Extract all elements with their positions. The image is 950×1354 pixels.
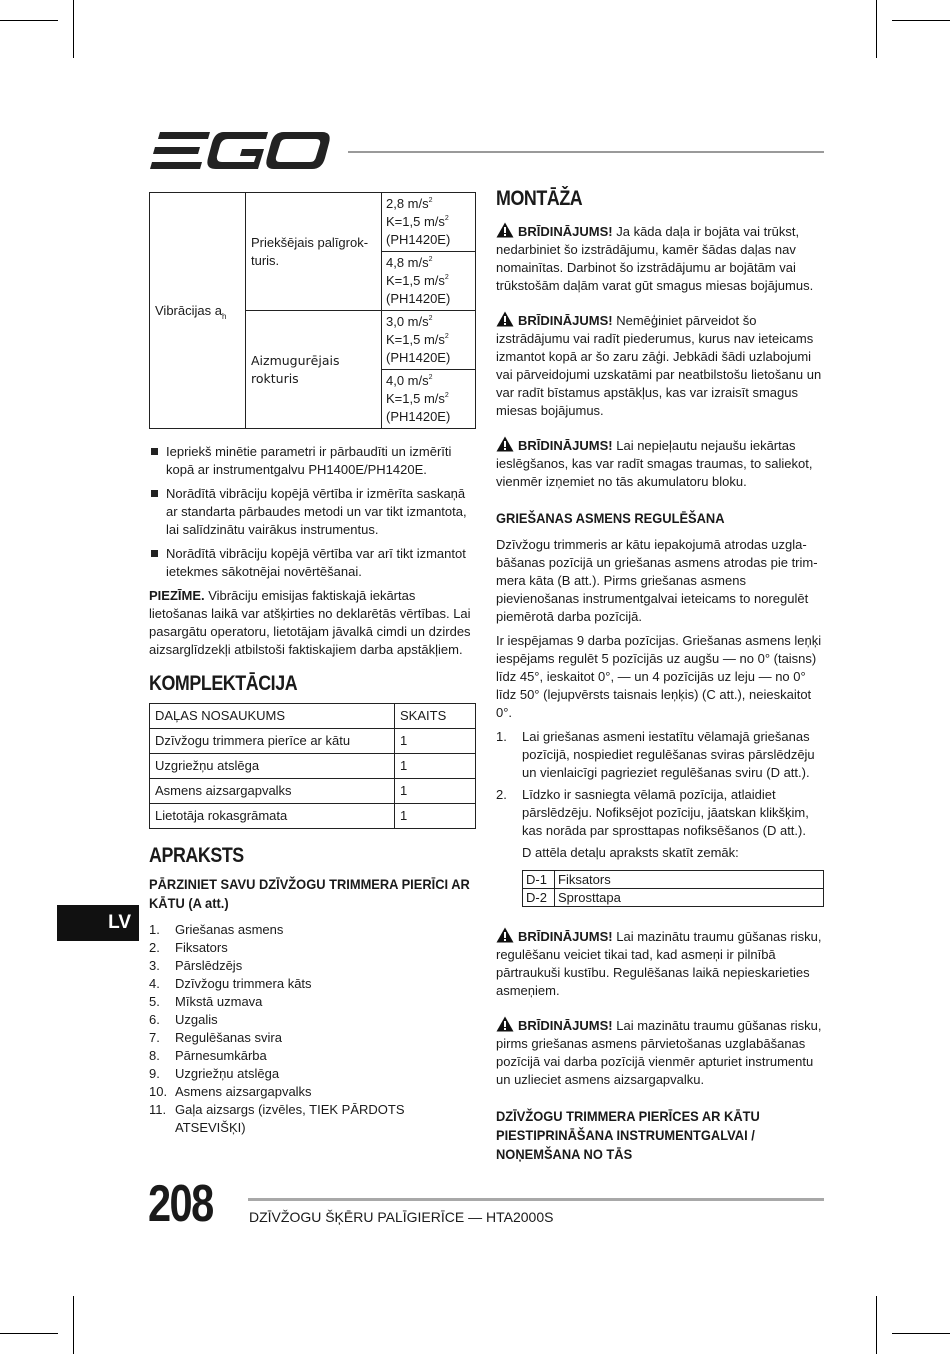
description-subtitle: PĀRZINIET SAVU DZĪVŽOGU TRIMMERA PIERĪCI AR KĀTU (A att.) [149, 876, 470, 911]
table-row [523, 871, 824, 889]
warning-paragraph: BRĪDINĀJUMS! Ja kāda daļa ir bojāta vai trūkst, nedarbiniet šo izstrādājumu, kamēr šādas daļas nav nomainītas. Darbinot šo izstrādājumu ar bojātām vai trūkstošām daļām varat gūt smagus miesas bojājumus. [496, 224, 814, 293]
list-item: 1. Lai griešanas asmeni iestatītu vēlamajā griešanas pozīcijā, nospiediet regulēšanas sviras pārslēdzēju un vienlaicīgi pagrieziet regulēšanas sviru (D att.). [496, 729, 815, 780]
crop-mark [0, 1333, 58, 1334]
rear-handle-label: Aizmugurējais rokturis [246, 311, 382, 429]
d-table [522, 870, 824, 907]
d-cell: D-2 [523, 889, 555, 907]
crop-mark [73, 1296, 74, 1354]
list-item: 7. Regulēšanas svira [149, 1030, 282, 1045]
bullet-list [149, 443, 476, 581]
ego-logo [150, 130, 332, 177]
bullet-item: Iepriekš minētie parametri ir pārbaudīti un izmērīti kopā ar instrumentgalvu PH1400E/PH1420E. [149, 443, 476, 479]
warning-icon [496, 311, 514, 327]
blade-adjust-title: GRIEŠANAS ASMENS REGULĒŠANA [496, 510, 725, 526]
d-cell: Sprosttapa [555, 889, 824, 907]
table-row [150, 804, 476, 829]
crop-mark [0, 20, 58, 21]
list-item: 10. Asmens aizsargapvalks [149, 1084, 312, 1099]
crop-mark [876, 1296, 877, 1354]
kit-cell: Uzgriežņu atslēga [150, 754, 395, 779]
parts-list [149, 921, 476, 1137]
list-item: 2. Līdzko ir sasniegta vēlamā pozīcija, atlaidiet pārslēdzēju. Nofiksējot pozīciju, jāatskan klikšķim, kas norāda par sprosttapas nofiksēšanos (D att.). [496, 787, 809, 838]
document-title: DZĪVŽOGU ŠĶĒRU PALĪGIERĪCE — HTA2000S [249, 1209, 554, 1225]
d-intro: D attēla detaļu apraksts skatīt zemāk: [522, 845, 739, 860]
table-row [150, 779, 476, 804]
table-row [150, 754, 476, 779]
list-item: 8. Pārnesumkārba [149, 1048, 267, 1063]
steps-list [496, 728, 824, 840]
crop-mark [892, 1333, 950, 1334]
vibration-value-cell: 4,0 $m/s^2$ K=1,5 $m/s^2$ (PH1420E) [382, 370, 476, 429]
blade-adjust-para: Dzīvžogu trimmeris ar kātu iepakojumā atrodas uzgla-bāšanas pozīcijā un griešanas asmens atrodas pie trim-mera kāta (B att.). Pirms griešanas asmens pievienošanas instrumentgalvai ieteicams to noregulēt piemērotā darba pozīcijā. [496, 537, 818, 624]
warning-icon [496, 1016, 514, 1032]
kit-cell: Asmens aizsargapvalks [150, 779, 395, 804]
list-item: 4. Dzīvžogu trimmera kāts [149, 976, 312, 991]
left-column [149, 192, 476, 1137]
warning-icon [496, 436, 514, 452]
assembly-title: MONTĀŽA [496, 187, 583, 210]
warning-icon [496, 927, 514, 943]
kit-cell: 1 [395, 729, 476, 754]
page-number: 208 [148, 1175, 213, 1233]
d-cell: D-1 [523, 871, 555, 889]
vibration-value-cell: 3,0 $m/s^2$ K=1,5 $m/s^2$ (PH1420E) [382, 311, 476, 370]
description-title: APRAKSTS [149, 844, 244, 867]
warning-paragraph: BRĪDINĀJUMS! Lai mazinātu traumu gūšanas risku, regulēšanu veiciet tikai tad, kad asmeņi ir pilnībā pārtraukuši kustību. Regulēšanas laikā nepieskarieties asmeņiem. [496, 929, 822, 998]
list-item: 9. Uzgriežņu atslēga [149, 1066, 280, 1081]
kit-cell: 1 [395, 779, 476, 804]
right-column [496, 187, 824, 1164]
list-item: 2. Fiksators [149, 940, 228, 955]
kit-header-count: SKAITS [395, 704, 476, 729]
list-item: 5. Mīkstā uzmava [149, 994, 263, 1009]
warning-icon [496, 222, 514, 238]
vibration-value-cell: 4,8 $m/s^2$ K=1,5 $m/s^2$ (PH1420E) [382, 252, 476, 311]
header-rule [348, 151, 824, 153]
list-item: 1. Griešanas asmens [149, 922, 284, 937]
kit-cell: Lietotāja rokasgrāmata [150, 804, 395, 829]
front-handle-label: Priekšējais palīgrok-turis. [246, 193, 382, 311]
kit-table [149, 703, 476, 829]
crop-mark [892, 20, 950, 21]
crop-mark [876, 0, 877, 58]
vibration-row-label: Vibrācijas $a_h$ [150, 193, 246, 429]
warning-paragraph: BRĪDINĀJUMS! Lai mazinātu traumu gūšanas risku, pirms griešanas asmens pārvietošanas uzglabāšanas pozīcijā vai darba pozīcijā vienmēr apturiet instrumentu un uzlieciet asmens aizsargapvalku. [496, 1018, 822, 1087]
list-item: 11. Gaļa aizsargs (izvēles, TIEK PĀRDOTS ATSEVIŠĶI) [149, 1102, 405, 1135]
kit-cell: 1 [395, 804, 476, 829]
list-item: 6. Uzgalis [149, 1012, 218, 1027]
kit-header-name: DAĻAS NOSAUKUMS [150, 704, 395, 729]
attach-title: DZĪVŽOGU TRIMMERA PIERĪCES AR KĀTU PIESTIPRINĀŠANA INSTRUMENTGALVAI / NOŅEMŠANA NO TĀS [496, 1108, 760, 1162]
bullet-item: Norādītā vibrāciju kopējā vērtība ir izmērīta saskaņā ar standarta pārbaudes metodi un var tikt izmantota, lai salīdzinātu vairākus instrumentus. [149, 485, 476, 539]
note-paragraph: PIEZĪME. Vibrāciju emisijas faktiskajā iekārtas lietošanas laikā var atšķirties no deklarētās vērtības. Lai pasargātu operatoru, lietotājam jāvalkā cimdi un dzirdes aizsarglīdzekļi atbilstoši faktiskajiem darba apstākļiem. [149, 588, 471, 657]
warning-paragraph: BRĪDINĀJUMS! Lai nepieļautu nejaušu iekārtas ieslēgšanos, kas var radīt smagas traumas, to saliekot, vienmēr izņemiet no tās akumulatoru bloku. [496, 438, 813, 489]
kit-cell: Dzīvžogu trimmera pierīce ar kātu [150, 729, 395, 754]
table-row [150, 729, 476, 754]
blade-adjust-para: Ir iespējamas 9 darba pozīcijas. Griešanas asmens leņķi iespējams regulēt 5 pozīcijās uz augšu — no 0° (taisns) līdz 45°, ieskaitot 0°, — un 4 pozīcijās uz leju — no 0° līdz 50° (lejupvērsts taisnais leņķis) (C att.), neieskaitot 0°. [496, 633, 822, 720]
kit-cell: 1 [395, 754, 476, 779]
table-row [523, 889, 824, 907]
kit-title: KOMPLEKTĀCIJA [149, 672, 298, 695]
footer-rule [248, 1198, 824, 1201]
warning-paragraph: BRĪDINĀJUMS! Nemēģiniet pārveidot šo izstrādājumu vai radīt piederumus, kurus nav ieteicams izmantot kopā ar šo zaru zāģi. Jebkādi šādi uzlabojumi vai pārveidojumi uzskatāmi par neatbilstošu lietošanu un var radīt bīstamus apstākļus, kas var izraisīt smagus miesas bojājumus. [496, 313, 822, 418]
d-cell: Fiksators [555, 871, 824, 889]
list-item: 3. Pārslēdzējs [149, 958, 243, 973]
vibration-value-cell: 2,8 $m/s^2$ K=1,5 $m/s^2$ (PH1420E) [382, 193, 476, 252]
language-tab: LV [57, 905, 139, 941]
vibration-table [149, 192, 476, 429]
crop-mark [73, 0, 74, 58]
bullet-item: Norādītā vibrāciju kopējā vērtība var arī tikt izmantot ietekmes sākotnējai novērtēšanai. [149, 545, 476, 581]
